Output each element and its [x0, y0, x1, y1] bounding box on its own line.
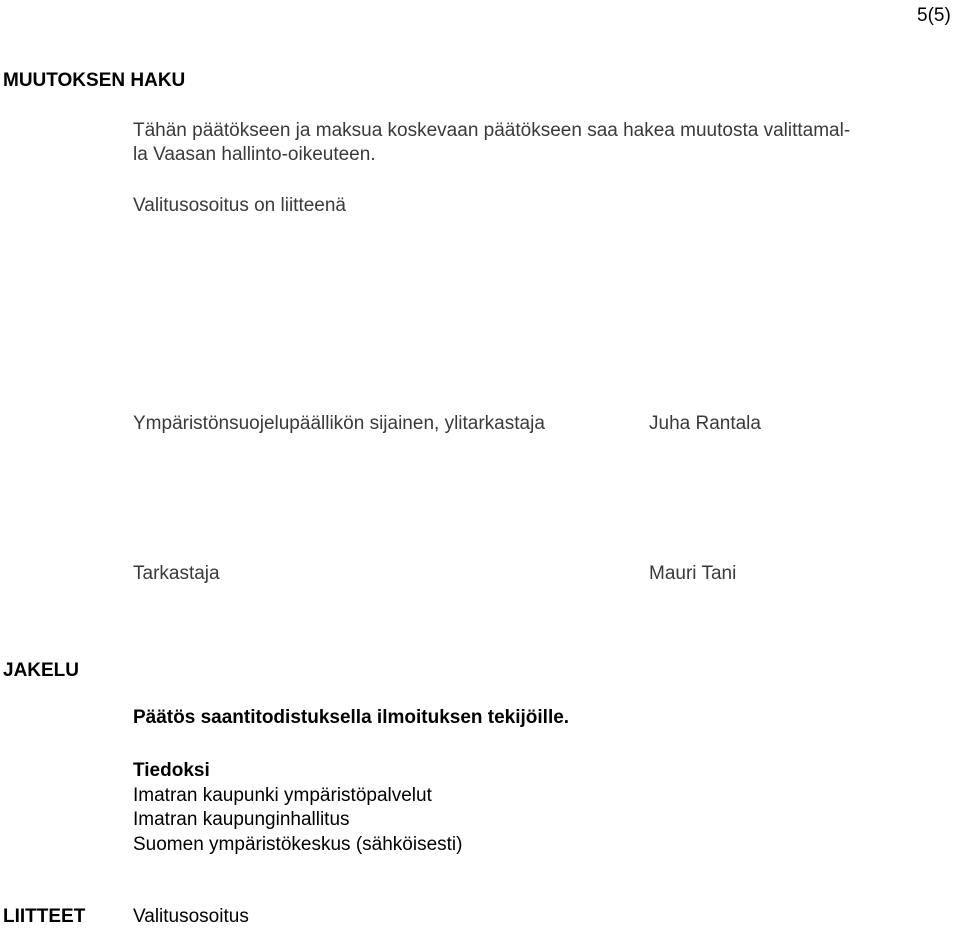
signer-1-name: Juha Rantala	[649, 413, 761, 434]
page-number: 5(5)	[917, 5, 951, 26]
signer-1-title: Ympäristönsuojelupäällikön sijainen, ylitarkastaja	[133, 413, 545, 434]
signer-2-title: Tarkastaja	[133, 563, 220, 584]
attachment-item: Valitusosoitus	[133, 906, 249, 927]
info-heading: Tiedoksi	[133, 760, 210, 781]
recipient-1: Imatran kaupunki ympäristöpalvelut	[133, 785, 432, 806]
recipient-3: Suomen ympäristökeskus (sähköisesti)	[133, 834, 463, 855]
appeal-text-line-1: Tähän päätökseen ja maksua koskevaan päätökseen saa hakea muutosta valittamal-	[133, 120, 851, 141]
appeal-heading: MUUTOKSEN HAKU	[3, 70, 186, 91]
distribution-heading: JAKELU	[3, 660, 80, 681]
appeal-note: Valitusosoitus on liitteenä	[133, 195, 346, 216]
attachments-heading: LIITTEET	[3, 906, 86, 927]
distribution-decision: Päätös saantitodistuksella ilmoituksen tekijöille.	[133, 707, 570, 728]
signer-2-name: Mauri Tani	[649, 563, 737, 584]
appeal-text-line-2: la Vaasan hallinto-oikeuteen.	[133, 144, 376, 165]
recipient-2: Imatran kaupunginhallitus	[133, 809, 350, 830]
